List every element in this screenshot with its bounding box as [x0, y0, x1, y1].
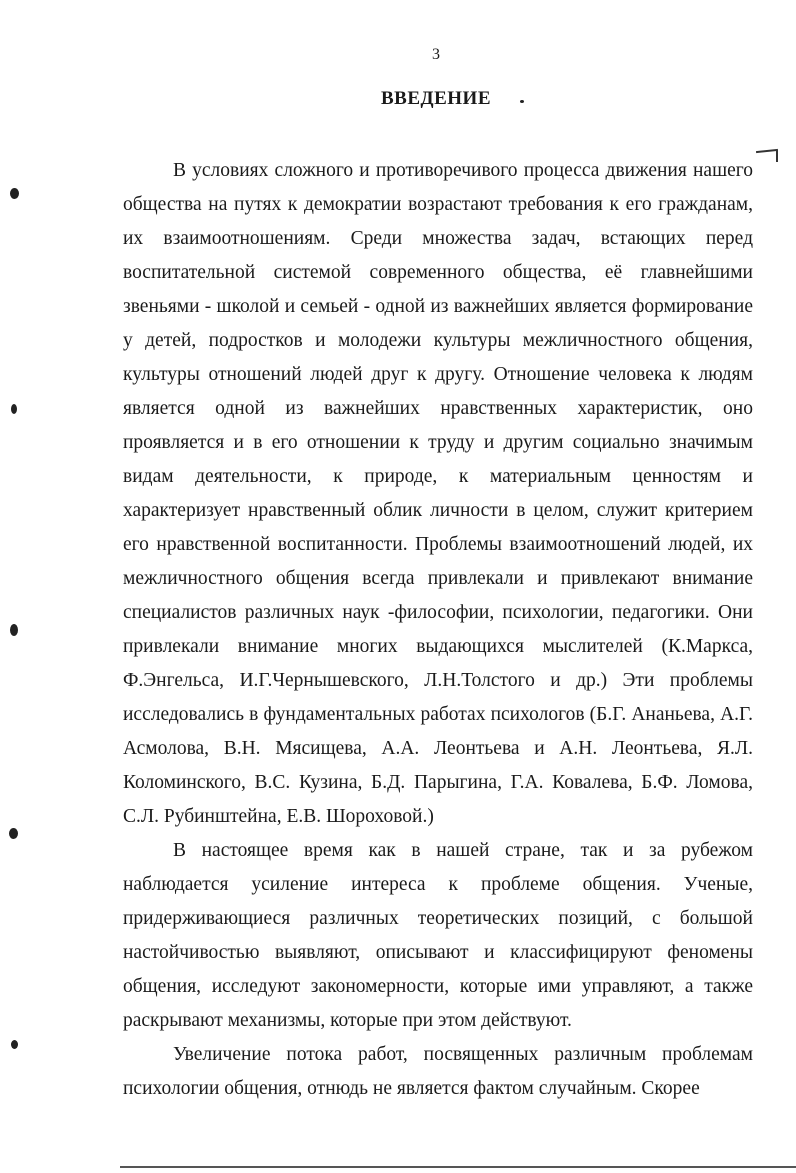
page-number: 3	[432, 46, 440, 63]
paragraph-2: В настоящее время как в нашей стране, так и за рубежом наблюдается усиление интереса к проблеме общения. Ученые, придерживающиеся различных теоретических позиций, с большой настойчивостью выявляют, описывают и классифицируют феномены общения, исследуют закономерности, которые ими управляют, а также раскрывают механизмы, которые при этом действуют.	[123, 840, 753, 1031]
paragraph-1: В условиях сложного и противоречивого процесса движения нашего общества на путях к демократии возрастают требования к его гражданам, их взаимоотношениям. Среди множества задач, встающих перед воспитательной системой современного общества, её главнейшими звеньями - школой и семьей - одной из важнейших является формирование у детей, подростков и молодежи культуры межличностного общения, культуры отношений людей друг к другу. Отношение человека к людям является одной из важнейших нравственных характеристик, оно проявляется и в его отношении к труду и другим социально значимым видам деятельности, к природе, к материальным ценностям и характеризует нравственный облик личности в целом, служит критерием его нравственной воспитанности. Проблемы взаимоотношений людей, их межличностного общения всегда привлекали и привлекают внимание специалистов различных наук -философии, психологии, педагогики. Они привлекали внимание многих выдающихся мыслителей (К.Маркса, Ф.Энгельса, И.Г.Чернышевского, Л.Н.Толстого и др.) Эти проблемы исследовались в фундаментальных работах психологов (Б.Г. Ананьева, А.Г. Асмолова, В.Н. Мясищева, А.А. Леонтьева и А.Н. Леонтьева, Я.Л. Коломинского, В.С. Кузина, Б.Д. Парыгина, Г.А. Ковалева, Б.Ф. Ломова, С.Л. Рубинштейна, Е.В. Шороховой.)	[123, 160, 753, 827]
scan-edge-line	[120, 1166, 796, 1168]
scan-speck	[11, 1040, 18, 1049]
scan-speck	[10, 188, 19, 199]
paragraph-3: Увеличение потока работ, посвященных различным проблемам психологии общения, отнюдь не является фактом случайным. Скорее	[123, 1044, 753, 1099]
scan-mark	[776, 150, 778, 162]
body-text	[123, 154, 753, 1106]
scan-speck	[9, 828, 18, 839]
scan-speck	[520, 100, 524, 103]
scan-speck	[11, 404, 17, 414]
scan-speck	[10, 624, 18, 636]
scan-mark	[756, 149, 778, 153]
page-title: ВВЕДЕНИЕ	[381, 88, 491, 109]
